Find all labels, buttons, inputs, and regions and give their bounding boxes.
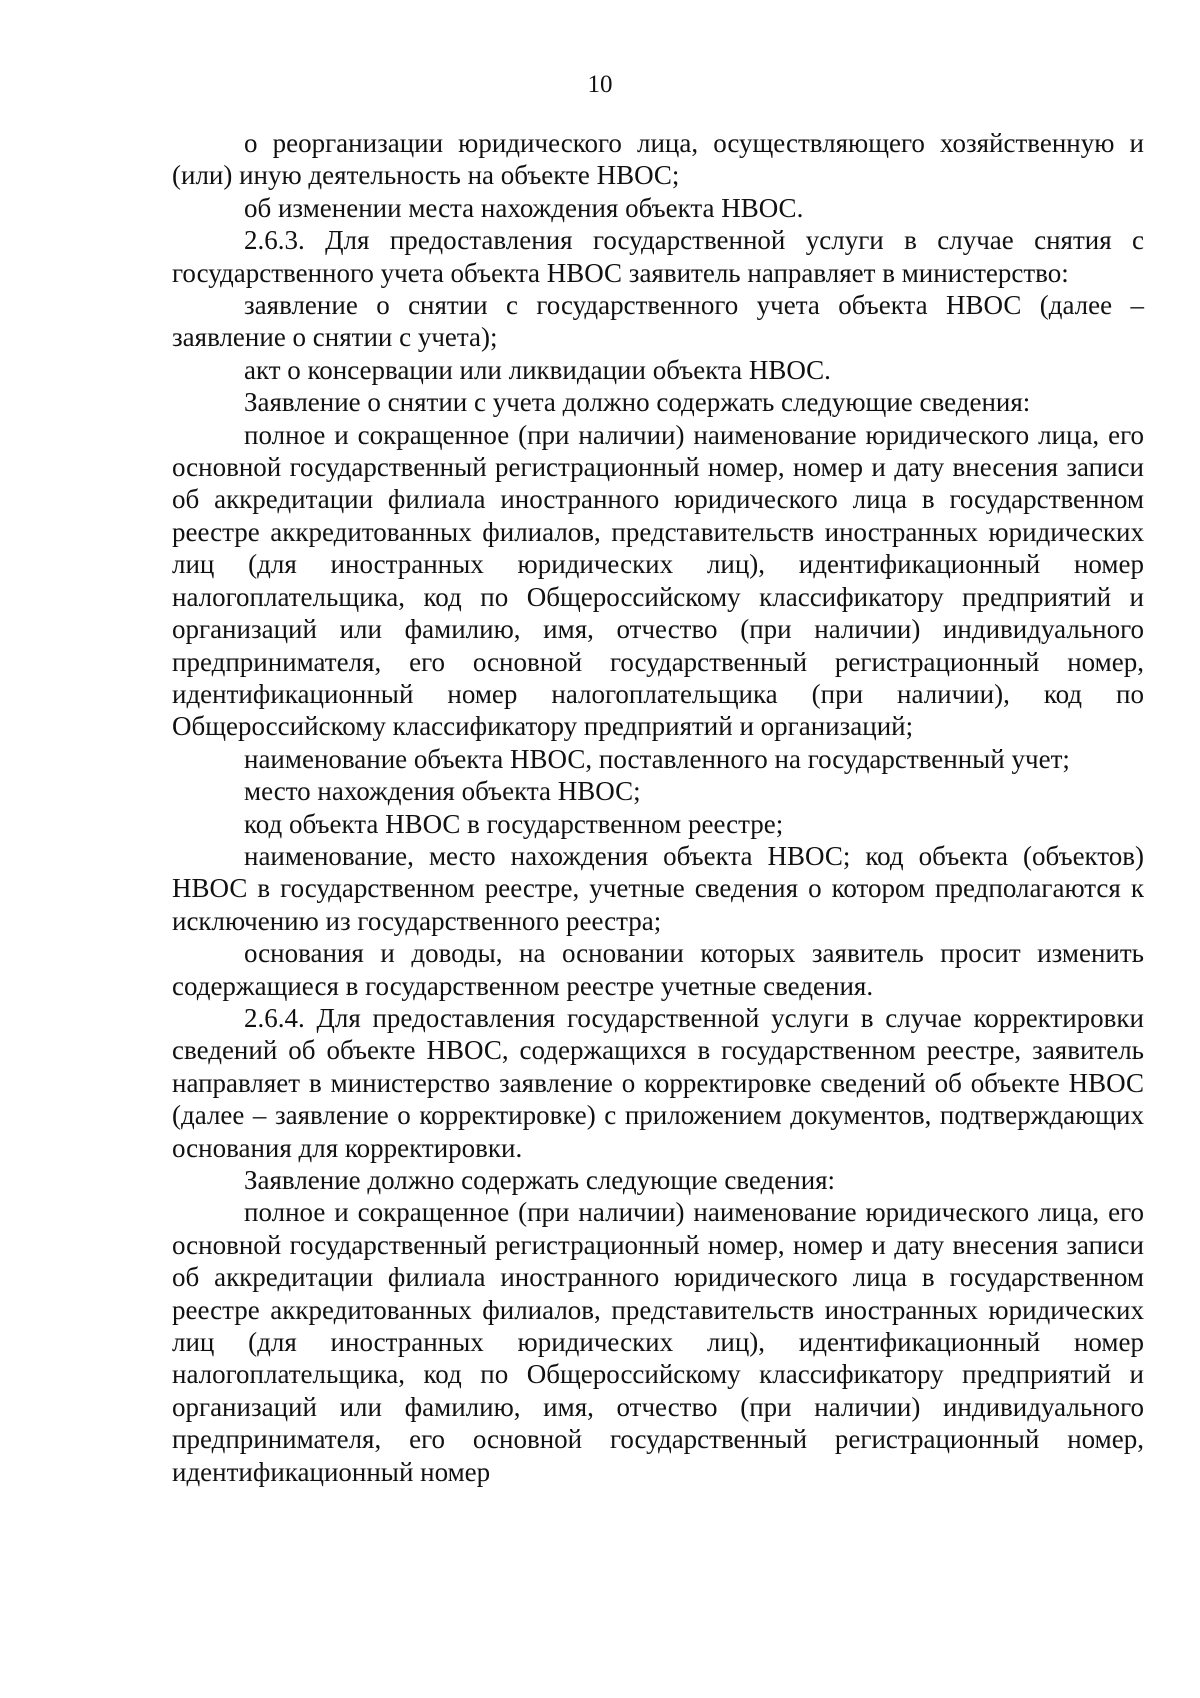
paragraph-2-6-4: 2.6.4. Для предоставления государственной услуги в случае корректировки сведений об объекте НВОС, содержащихся в государственном реестре, заявитель направляет в министерство заявление о корректировке сведений об объекте НВОС (далее – заявление о корректировке) с приложением документов, подтверждающих основания для корректировки.	[172, 1002, 1144, 1163]
paragraph-correction-legal-entity-details: полное и сокращенное (при наличии) наименование юридического лица, его основной государственный регистрационный номер, номер и дату внесения записи об аккредитации филиала иностранного юридического лица в государственном реестре аккредитованных филиалов, представительств иностранных юридических лиц (для иностранных юридических лиц), идентификационный номер налогоплательщика, код по Общероссийскому классификатору предприятий и организаций или фамилию, имя, отчество (при наличии) индивидуального предпринимателя, его основной государственный регистрационный номер, идентификационный номер	[172, 1197, 1144, 1487]
paragraph-object-name: наименование объекта НВОС, поставленного на государственный учет;	[244, 743, 1070, 774]
paragraph-application-contents: Заявление о снятии с учета должно содержать следующие сведения:	[244, 387, 1031, 418]
paragraph-exclusion-details: наименование, место нахождения объекта НВОС; код объекта (объектов) НВОС в государственном реестре, учетные сведения о котором предполагаются к исключению из государственного реестра;	[172, 840, 1144, 936]
paragraph-correction-contents: Заявление должно содержать следующие сведения:	[244, 1165, 836, 1195]
page-number: 10	[587, 71, 613, 98]
paragraph-legal-entity-details: полное и сокращенное (при наличии) наименование юридического лица, его основной государственный регистрационный номер, номер и дату внесения записи об аккредитации филиала иностранного юридического лица в государственном реестре аккредитованных филиалов, представительств иностранных юридических лиц (для иностранных юридических лиц), идентификационный номер налогоплательщика, код по Общероссийскому классификатору предприятий и организаций или фамилию, имя, отчество (при наличии) индивидуального предпринимателя, его основной государственный регистрационный номер, идентификационный номер налогоплательщика (при наличии), код по Общероссийскому классификатору предприятий и организаций;	[172, 419, 1144, 742]
paragraph-reorganization: о реорганизации юридического лица, осуществляющего хозяйственную и (или) иную деятельность на объекте НВОС;	[172, 128, 1144, 191]
paragraph-object-location: место нахождения объекта НВОС;	[244, 776, 641, 807]
paragraph-grounds: основания и доводы, на основании которых заявитель просит изменить содержащиеся в государственном реестре учетные сведения.	[172, 938, 1144, 1001]
paragraph-location-change: об изменении места нахождения объекта НВОС.	[244, 192, 804, 223]
paragraph-deregistration-application: заявление о снятии с государственного учета объекта НВОС (далее – заявление о снятии с учета);	[172, 290, 1144, 353]
paragraph-2-6-3: 2.6.3. Для предоставления государственной услуги в случае снятия с государственного учета объекта НВОС заявитель направляет в министерство:	[172, 225, 1144, 288]
paragraph-conservation-act: акт о консервации или ликвидации объекта НВОС.	[244, 354, 831, 385]
document-body	[172, 127, 1144, 1488]
paragraph-object-code: код объекта НВОС в государственном реестре;	[244, 808, 784, 839]
